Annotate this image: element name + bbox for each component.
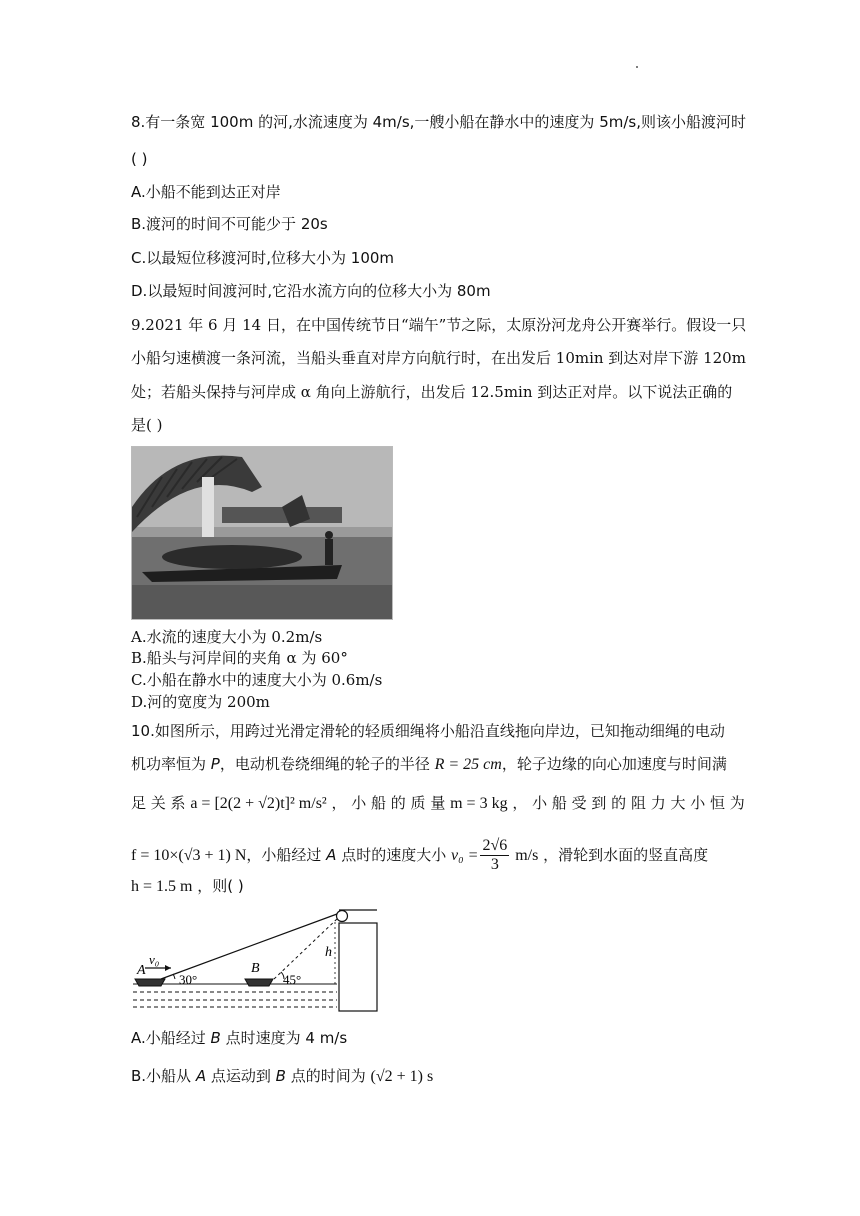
q9-option-d: D.河的宽度为 200m [131, 693, 270, 711]
fraction-v0 [480, 837, 509, 874]
text-segment: 点时速度为 4 m/s [220, 1029, 348, 1047]
text-segment: 点运动到 [206, 1067, 276, 1085]
point-b-label: B [275, 1067, 286, 1085]
q9-option-c: C.小船在静水中的速度大小为 0.6m/s [131, 671, 383, 689]
q9-option-b: B.船头与河岸间的夹角 α 为 60° [131, 649, 348, 667]
pulley-diagram [131, 904, 391, 1014]
q10-option-b [131, 1066, 433, 1087]
formula-resistance: f = 10×(√3 + 1) N [131, 847, 247, 864]
formula-v0: v₀ = [450, 847, 479, 864]
formula-mass: m = 3 kg [450, 795, 508, 812]
label-b: B [251, 961, 260, 976]
q9-stem-line3: 处；若船头保持与河岸成 α 角向上游航行，出发后 12.5min 到达正对岸。以下说法正确的 [131, 383, 733, 401]
fraction-denominator: 3 [490, 856, 499, 873]
q10-stem-line2 [131, 754, 727, 775]
q8-option-c: C.以最短位移渡河时,位移大小为 100m [131, 249, 395, 267]
fraction-numerator: 2√6 [482, 837, 508, 854]
q8-stem-line1: 8.有一条宽 100m 的河,水流速度为 4m/s,一艘小船在静水中的速度为 5m/s,则该小船渡河时 [131, 113, 746, 131]
formula-time: (√2 + 1) s [370, 1068, 434, 1085]
q9-stem-line2: 小船匀速横渡一条河流，当船头垂直对岸方向航行时，在出发后 10min 到达对岸下游 120m [131, 349, 746, 367]
point-a-label: A [195, 1067, 207, 1085]
label-30deg: 30° [179, 972, 198, 987]
q8-option-d: D.以最短时间渡河时,它沿水流方向的位移大小为 80m [131, 282, 491, 300]
q10-stem-line1: 10.如图所示，用跨过光滑定滑轮的轻质细绳将小船沿直线拖向岸边，已知拖动细绳的电动 [131, 722, 725, 740]
velocity-arrow-head [165, 965, 171, 971]
text-segment: 机功率恒为 [131, 755, 211, 773]
q9-option-a: A.水流的速度大小为 0.2m/s [131, 628, 323, 646]
text-segment: B.小船从 [131, 1067, 196, 1085]
formula-radius: R = 25 cm [434, 756, 502, 773]
river-bank [339, 923, 377, 1011]
label-a: A [137, 963, 146, 978]
angle-arc-30 [173, 974, 175, 979]
text-segment: 点的时间为 [285, 1067, 371, 1085]
rope-from-a [161, 914, 337, 979]
point-a-label: A [326, 846, 337, 864]
boat-a [135, 979, 165, 986]
label-h: h [325, 945, 332, 960]
text-segment: ，小船经过 [246, 846, 327, 864]
q10-stem-line3 [131, 793, 745, 814]
q9-stem-line1: 9.2021 年 6 月 14 日，在中国传统节日“端午”节之际，太原汾河龙舟公开赛举行。假设一只 [131, 316, 747, 334]
q9-stem-line4: 是( ) [131, 416, 163, 434]
pulley-wheel [337, 911, 348, 922]
label-v0: v₀ [149, 952, 160, 967]
q8-option-a: A.小船不能到达正对岸 [131, 183, 281, 201]
label-45deg: 45° [283, 972, 302, 987]
text-segment: A.小船经过 [131, 1029, 211, 1047]
q10-option-a [131, 1028, 347, 1048]
text-segment: 足 关 系 [131, 794, 191, 812]
text-segment: ， 小 船 的 质 量 [326, 794, 451, 812]
q8-option-b: B.渡河的时间不可能少于 20s [131, 215, 328, 233]
q8-stem-line2: ( ) [131, 150, 148, 168]
symbol-p: P [210, 755, 220, 773]
q10-stem-line5 [131, 876, 244, 897]
text-segment: ，滑轮到水面的竖直高度 [538, 846, 709, 864]
boat-b [245, 979, 273, 986]
pulley-diagram-svg [131, 904, 391, 1014]
text-segment: 点时的速度大小 [336, 846, 451, 864]
q10-stem-line4 [131, 835, 708, 875]
stray-dot [636, 66, 638, 68]
formula-height: h = 1.5 m [131, 878, 193, 895]
text-segment: ，则( ) [192, 877, 244, 895]
text-segment: ， 小 船 受 到 的 阻 力 大 小 恒 为 [507, 794, 745, 812]
text-segment: ，轮子边缘的向心加速度与时间满 [501, 755, 727, 773]
unit-ms: m/s [511, 847, 539, 864]
dragon-boat-illustration [132, 447, 392, 619]
formula-acceleration: a = [2(2 + √2)t]² m/s² [190, 795, 327, 812]
point-b-label: B [210, 1029, 221, 1047]
dragon-boat-photo [131, 446, 393, 620]
text-segment: ，电动机卷绕细绳的轮子的半径 [219, 755, 435, 773]
